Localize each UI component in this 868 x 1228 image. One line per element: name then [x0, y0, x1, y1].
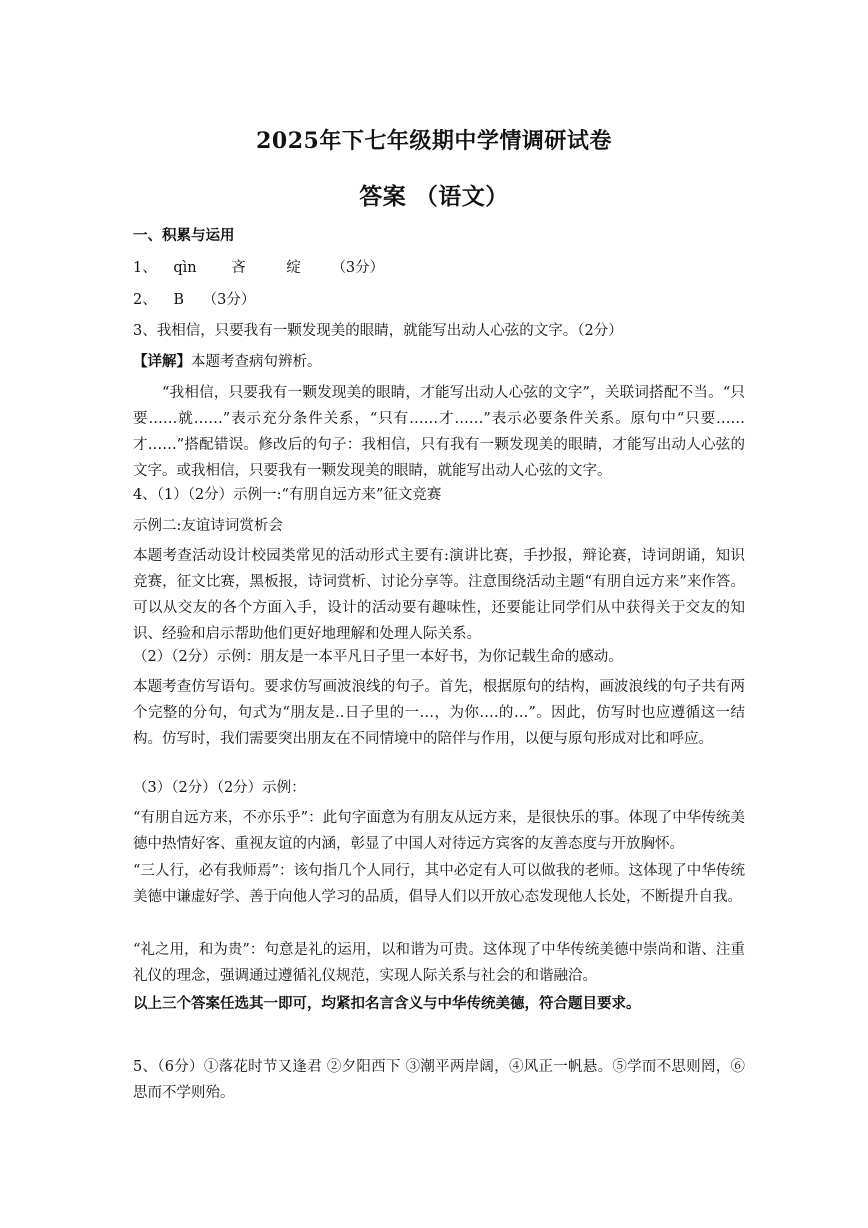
question-4-example-quote-1: “有朋自远方来，不亦乐乎”：此句字面意为有朋友从远方来，是很快乐的事。体现了中华传统美德中热情好客、重视友谊的内涵，彰显了中国人对待远方宾客的友善态度与开放胸怀。 [133, 810, 745, 852]
question-2 [133, 288, 745, 312]
question-5: 5、（6分）①落花时节又逢君 ②夕阳西下 ③潮平两岸阔，④风正一帆悬。⑤学而不思则罔，⑥思而不学则殆。 [133, 1059, 745, 1101]
question-2-number: 2、 [133, 292, 157, 308]
question-4-note: 以上三个答案任选其一即可，均紧扣名言含义与中华传统美德，符合题目要求。 [133, 995, 641, 1012]
question-4-example-2: 示例二:友谊诗词赏析会 [133, 518, 283, 534]
question-4-part-1-analysis: 本题考查活动设计校园类常见的活动形式主要有:演讲比赛，手抄报，辩论赛，诗词朗诵，知识竞赛，征文比赛，黑板报，诗词赏析、讨论分享等。注意围绕活动主题“有朋自远方来”来作答。可以从交友的各个方面入手，设计的活动要有趣味性，还要能让同学们从中获得关于交友的知识、经验和启示帮助他们更好地理解和处理人际关系。 [133, 548, 745, 642]
page-subtitle: 答案 （语文） [359, 183, 509, 210]
question-3: 3、我相信，只要我有一颗发现美的眼睛，就能写出动人心弦的文字。（2分） [133, 323, 623, 339]
question-4-part-1: 4、（1）（2分）示例一:“有朋自远方来”征文竞赛 [133, 487, 442, 503]
question-3-detail [133, 350, 745, 374]
detail-label: 【详解】 [133, 353, 191, 370]
question-2-score: （3分） [202, 292, 256, 308]
section-heading: 一、积累与运用 [133, 227, 235, 244]
detail-text: 本题考查病句辨析。 [191, 354, 322, 370]
question-1-answer-2: 吝 [231, 260, 246, 276]
question-4-example-quote-2: “三人行，必有我师焉”：该句指几个人同行，其中必定有人可以做我的老师。这体现了中华传统美德中谦虚好学、善于向他人学习的品质，倡导人们以开放心态发现他人长处，不断提升自我。 [133, 863, 745, 905]
question-4-part-2-analysis: 本题考查仿写语句。要求仿写画波浪线的句子。首先，根据原句的结构，画波浪线的句子共有两个完整的分句，句式为“朋友是..日子里的一…，为你….的…”。因此，仿写时也应遵循这一结构。仿写时，我们需要突出朋友在不同情境中的陪伴与作用，以便与原句形成对比和呼应。 [133, 679, 745, 747]
question-4-part-3: （3）（2分）（2分）示例： [133, 780, 306, 796]
question-2-answer: B [173, 292, 184, 308]
question-3-explanation: “我相信，只要我有一颗发现美的眼睛，才能写出动人心弦的文字”，关联词搭配不当。“只要……就……”表示充分条件关系，“只有……才……”表示必要条件关系。原句中“只要……才……”搭配错误。修改后的句子：我相信，只有我有一颗发现美的眼睛，才能写出动人心弦的文字。或我相信，只要我有一颗发现美的眼睛，就能写出动人心弦的文字。 [133, 385, 745, 479]
page-title: 2025年下七年级期中学情调研试卷 [256, 128, 612, 154]
question-4-example-quote-3: “礼之用，和为贵”：句意是礼的运用，以和谐为可贵。这体现了中华传统美德中崇尚和谐、注重礼仪的理念，强调通过遵循礼仪规范，实现人际关系与社会的和谐融洽。 [133, 942, 745, 984]
question-1-answer-1: qìn [173, 260, 197, 276]
question-1-score: （3分） [331, 260, 385, 276]
question-1-number: 1、 [133, 260, 157, 276]
question-1-answer-3: 绽 [286, 260, 301, 276]
question-4-part-2: （2）（2分）示例：朋友是一本平凡日子里一本好书，为你记载生命的感动。 [133, 649, 623, 665]
question-1 [133, 256, 745, 280]
